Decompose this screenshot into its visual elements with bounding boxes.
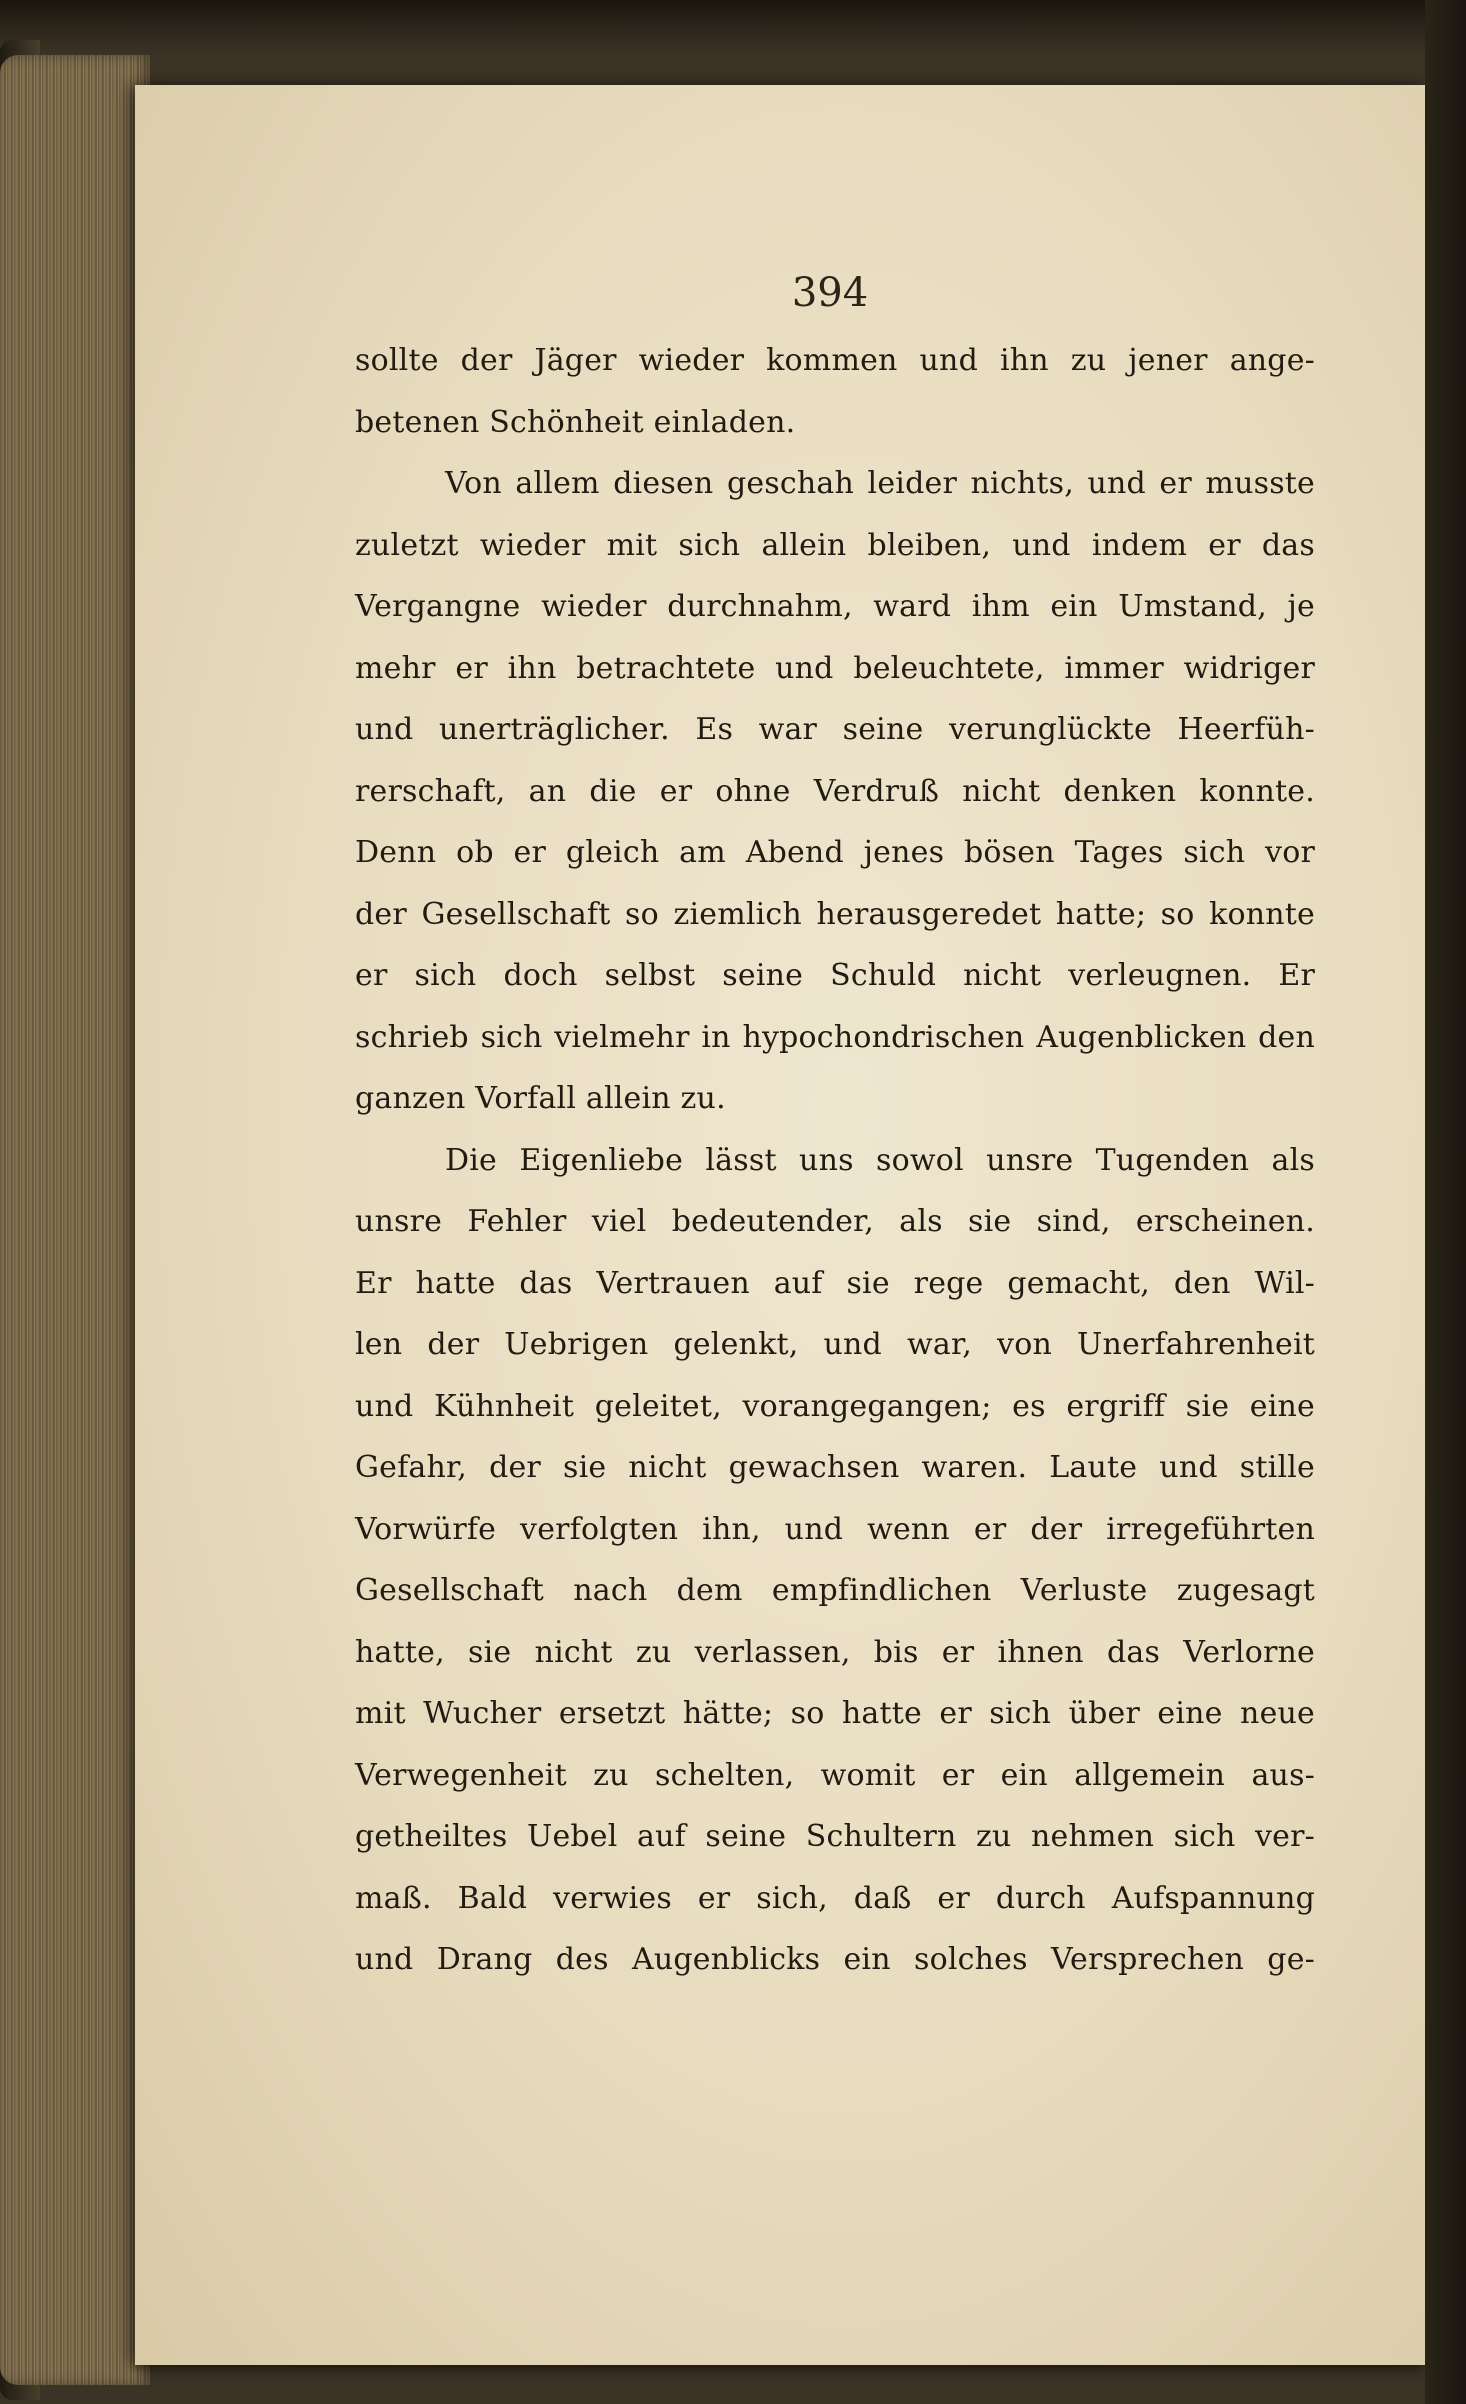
text-line: Verwegenheit zu schelten, womit er ein allgemein aus- xyxy=(355,1757,1315,1793)
text-line: Denn ob er gleich am Abend jenes bösen Tages sich vor xyxy=(355,835,1315,870)
text-line: rerschaft, an die er ohne Verdruß nicht denken konnte. xyxy=(355,773,1315,809)
text-line: ganzen Vorfall allein zu. xyxy=(355,1081,726,1116)
right-edge xyxy=(1425,0,1466,2404)
text-line: Vergangne wieder durchnahm, ward ihm ein Umstand, je xyxy=(355,589,1315,624)
text-line: mit Wucher ersetzt hätte; so hatte er sich über eine neue xyxy=(355,1696,1315,1731)
text-line: und unerträglicher. Es war seine verunglückte Heerfüh- xyxy=(355,712,1315,747)
text-line: Gesellschaft nach dem empfindlichen Verluste zugesagt xyxy=(355,1573,1315,1608)
text-line: Gefahr, der sie nicht gewachsen waren. Laute und stille xyxy=(355,1450,1315,1485)
text-line: und Kühnheit geleitet, vorangegangen; es ergriff sie eine xyxy=(355,1388,1315,1424)
text-line: Von allem diesen geschah leider nichts, und er musste xyxy=(445,466,1315,501)
page-number: 394 xyxy=(791,270,869,316)
text-line: er sich doch selbst seine Schuld nicht verleugnen. Er xyxy=(355,958,1315,993)
text-line: und Drang des Augenblicks ein solches Versprechen ge- xyxy=(355,1942,1315,1977)
text-line: Die Eigenliebe lässt uns sowol unsre Tugenden als xyxy=(445,1142,1315,1178)
top-edge xyxy=(0,0,1466,55)
text-line: sollte der Jäger wieder kommen und ihn zu jener ange- xyxy=(355,343,1315,378)
text-line: hatte, sie nicht zu verlassen, bis er ihnen das Verlorne xyxy=(355,1634,1315,1670)
text-line: Vorwürfe verfolgten ihn, und wenn er der irregeführten xyxy=(355,1511,1315,1547)
text-line: der Gesellschaft so ziemlich herausgeredet hatte; so konnte xyxy=(355,896,1315,932)
page-text-block xyxy=(355,330,1315,1991)
text-line: unsre Fehler viel bedeutender, als sie sind, erscheinen. xyxy=(355,1204,1315,1239)
text-line: schrieb sich vielmehr in hypochondrischen Augenblicken den xyxy=(355,1019,1315,1055)
page-stack-edge xyxy=(0,55,150,2385)
text-line: mehr er ihn betrachtete und beleuchtete, immer widriger xyxy=(355,650,1315,686)
text-line: maß. Bald verwies er sich, daß er durch Aufspannung xyxy=(355,1880,1315,1916)
text-line: betenen Schönheit einladen. xyxy=(355,404,796,440)
text-line: len der Uebrigen gelenkt, und war, von Unerfahrenheit xyxy=(355,1327,1315,1362)
text-line: Er hatte das Vertrauen auf sie rege gemacht, den Wil- xyxy=(355,1265,1315,1301)
text-line: zuletzt wieder mit sich allein bleiben, und indem er das xyxy=(355,527,1315,563)
text-line: getheiltes Uebel auf seine Schultern zu nehmen sich ver- xyxy=(355,1819,1315,1854)
